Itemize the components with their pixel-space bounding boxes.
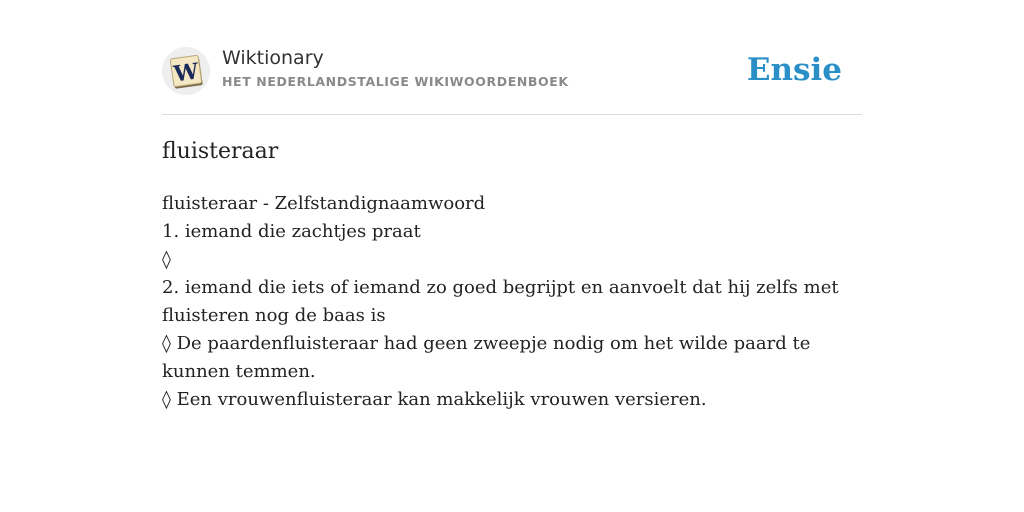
entry-line-example-marker: ◊ xyxy=(162,249,171,270)
svg-text:W: W xyxy=(172,58,201,88)
wiktionary-logo-icon[interactable] xyxy=(162,47,210,95)
site-tagline: HET NEDERLANDSTALIGE WIKIWOORDENBOEK xyxy=(222,74,569,89)
site-header xyxy=(162,44,862,115)
entry-line-example-2: ◊ Een vrouwenfluisteraar kan makkelijk vrouwen versieren. xyxy=(162,389,707,410)
entry-title: fluisteraar xyxy=(162,139,279,164)
entry-line-part-of-speech: fluisteraar - Zelfstandignaamwoord xyxy=(162,193,486,214)
site-name[interactable]: Wiktionary xyxy=(222,47,324,69)
ensie-brand-link[interactable]: Ensie xyxy=(746,52,842,88)
entry-line-definition-2: 2. iemand die iets of iemand zo goed begrijpt en aanvoelt dat hij zelfs met fluisteren nog de baas is xyxy=(162,277,839,326)
entry-definition xyxy=(162,190,862,414)
entry-line-definition-1: 1. iemand die zachtjes praat xyxy=(162,221,421,242)
entry-line-example-1: ◊ De paardenfluisteraar had geen zweepje nodig om het wilde paard te kunnen temmen. xyxy=(162,333,811,382)
